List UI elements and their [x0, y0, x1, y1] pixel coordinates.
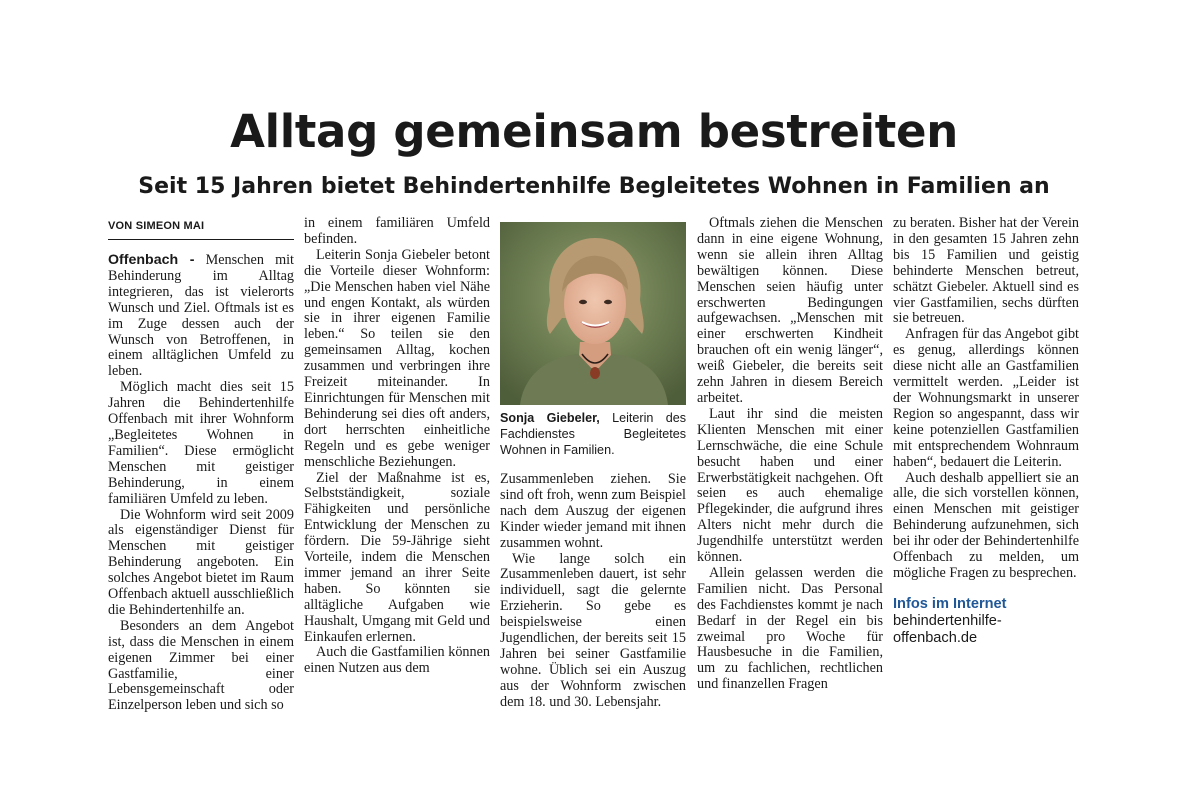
info-heading: Infos im Internet: [893, 595, 1007, 612]
byline: VON SIMEON MAI: [108, 220, 294, 240]
dateline: Offenbach -: [108, 252, 195, 268]
paragraph: Ziel der Maßnahme ist es, Selbstständigkeit, soziale Fähigkeiten und persönliche Entwicklung der Menschen zu fördern. Die 59-Jährige sieht Vorteile, indem die Menschen immer jemand an ihrer Seite haben. So könnten sie alltägliche Aufgaben wie Haushalt, Umgang mit Geld und Einkaufen erlernen.: [304, 469, 490, 645]
paragraph: Oftmals ziehen die Menschen dann in eine eigene Wohnung, wenn sie allein ihren Alltag bewältigen können. Diese Menschen seien häufig unter erschwerten Bedingungen aufgewachsen. „Menschen mit einer erschwerten Kindheit brauchen oft ein wenig länger“, weiß Giebeler, die bereits seit zehn Jahren in diesem Bereich arbeitet.: [697, 215, 883, 406]
paragraph: Die Wohnform wird seit 2009 als eigenständiger Dienst für Menschen mit geistiger Behinderung angeboten. Ein solches Angebot bietet im Raum Offenbach aktuell ausschließlich die Behindertenhilfe an.: [108, 506, 294, 618]
article-subheadline: Seit 15 Jahren bietet Behindertenhilfe Begleitetes Wohnen in Familien an: [138, 174, 1050, 199]
article-column-3: [500, 216, 686, 711]
paragraph: Zusammenleben ziehen. Sie sind oft froh, wenn zum Beispiel nach dem Auszug der eigenen Kinder wieder jemand mit ihnen zusammen wohnt.: [500, 471, 686, 551]
caption-text: Leiterin des Fachdienstes Begleitetes Wohnen in Familien.: [500, 411, 686, 457]
article-column-5: [893, 216, 1079, 647]
paragraph: [108, 253, 294, 380]
paragraph: Anfragen für das Angebot gibt es genug, allerdings können diese nicht alle an Gastfamilien vermittelt werden. „Leider ist der Wohnungsmarkt in unserer Region so angespannt, dass wir keine potenziellen Gastfamilien mit entsprechendem Wohnraum haben“, bedauert die Leiterin.: [893, 326, 1079, 470]
paragraph: Auch deshalb appelliert sie an alle, die sich vorstellen können, einen Menschen mit geistiger Behinderung aufzunehmen, sich bei ihr oder der Behindertenhilfe Offenbach zu melden, um mögliche Fragen zu besprechen.: [893, 469, 1079, 581]
paragraph: Leiterin Sonja Giebeler betont die Vorteile dieser Wohnform: „Die Menschen haben viel Nähe und engen Kontakt, als würden sie in ihrer eigenen Familie leben.“ So teilen sie den gemeinsamen Alltag, kochen zusammen und verbringen ihre Freizeit miteinander. In Einrichtungen für Menschen mit Behinderung sei dies oft anders, dort herrschten einheitliche Regeln und es gebe weniger menschliche Beziehungen.: [304, 246, 490, 470]
paragraph: Besonders an dem Angebot ist, dass die Menschen in einem eigenen Zimmer bei einer Gastfamilie, einer Lebensgemeinschaft oder Einzelperson leben und sich so: [108, 617, 294, 714]
info-url-line-1: behindertenhilfe-: [893, 612, 1002, 629]
info-url-line-2: offenbach.de: [893, 629, 978, 646]
paragraph: Allein gelassen werden die Familien nicht. Das Personal des Fachdienstes kommt je nach Bedarf in der Regel ein bis zweimal pro Woche für Hausbesuche in die Familien, um zu fachlichen, rechtlichen und finanzellen Fragen: [697, 564, 883, 693]
info-url[interactable]: [893, 613, 1079, 647]
portrait-illustration: [500, 222, 686, 405]
paragraph: zu beraten. Bisher hat der Verein in den gesamten 15 Jahren zehn bis 15 Familien und geistig behinderte Menschen betreut, schätzt Giebeler. Aktuell sind es vier Gastfamilien, sechs dürften sie betreuen.: [893, 215, 1079, 327]
article-column-4: [697, 216, 883, 693]
article-column-1: [108, 216, 294, 714]
paragraph: Laut ihr sind die meisten Klienten Menschen mit einer Lernschwäche, die eine Schule besucht haben und einer Erwerbstätigkeit nachgehen. Oft seien es auch ehemalige Pflegekinder, die aufgrund ihres Alters nicht mehr durch die Jugendhilfe unterstützt werden können.: [697, 405, 883, 566]
caption-name: Sonja Giebeler,: [500, 411, 600, 425]
portrait-photo: [500, 222, 686, 405]
paragraph: in einem familiären Umfeld befinden.: [304, 215, 490, 247]
paragraph: Wie lange solch ein Zusammenleben dauert, ist sehr individuell, sagt die gelernte Erzieherin. So gebe es beispielsweise einen Jugendlichen, der bereits seit 15 Jahren bei seiner Gastfamilie wohne. Üblich sei ein Auszug aus der Wohnform zwischen dem 18. und 30. Lebensjahr.: [500, 550, 686, 710]
paragraph: Möglich macht dies seit 15 Jahren die Behindertenhilfe Offenbach mit ihrer Wohnform „Begleitetes Wohnen in Familien“. Diese ermöglicht Menschen mit geistiger Behinderung, in einem familiären Umfeld zu leben.: [108, 379, 294, 507]
paragraph: Auch die Gastfamilien können einen Nutzen aus dem: [304, 644, 490, 677]
paragraph-text: Menschen mit Behinderung im Alltag integrieren, das ist vielerorts Wunsch und Ziel. Oftmals ist es im Zuge dessen auch der Wunsch von Betroffenen, in einem alltäglichen Umfeld zu leben.: [108, 252, 294, 380]
article-headline: Alltag gemeinsam bestreiten: [230, 105, 958, 158]
article-column-2: [304, 216, 490, 677]
photo-caption: [500, 410, 686, 458]
